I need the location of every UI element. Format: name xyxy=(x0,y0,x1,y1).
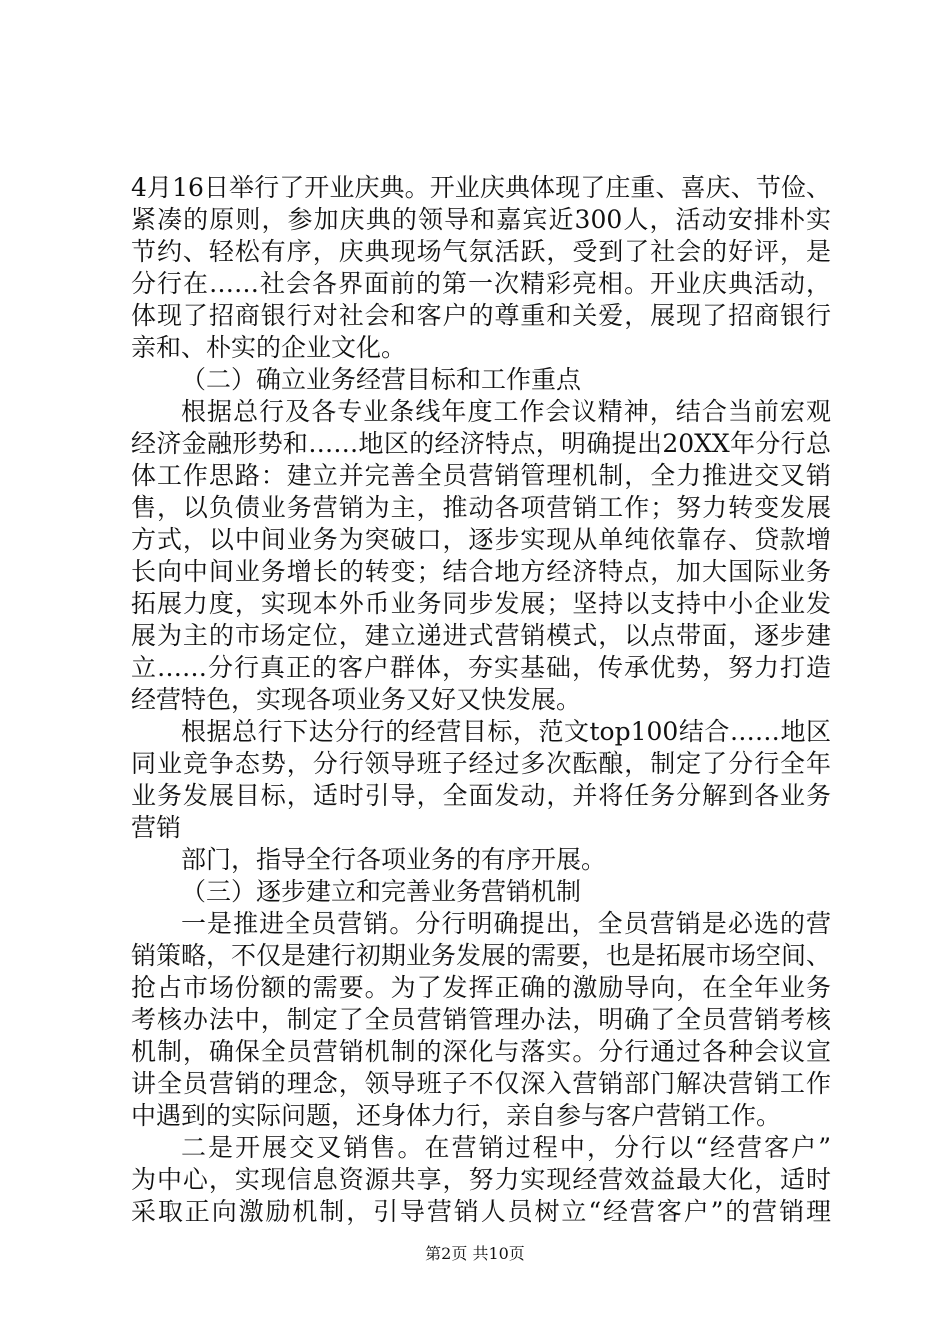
paragraph xyxy=(131,1132,831,1228)
text-line: 营销 xyxy=(131,813,182,842)
section-heading xyxy=(131,844,831,876)
text-line: 4月16日举行了开业庆典。开业庆典体现了庄重、喜庆、节俭、 xyxy=(131,173,831,202)
text-line: 节约、轻松有序，庆典现场气氛活跃，受到了社会的好评，是 xyxy=(131,237,831,266)
text-line: 体工作思路：建立并完善全员营销管理机制，全力推进交叉销 xyxy=(131,461,831,490)
page-number-label: 第2页 共10页 xyxy=(425,1244,525,1263)
text-line: 讲全员营销的理念，领导班子不仅深入营销部门解决营销工作 xyxy=(131,1069,831,1098)
text-line: 根据总行下达分行的经营目标，范文top100结合……地区 xyxy=(181,717,831,746)
text-line: 长向中间业务增长的转变；结合地方经济特点，加大国际业务 xyxy=(131,557,831,586)
section-heading xyxy=(131,876,831,908)
text-line: 根据总行及各专业条线年度工作会议精神，结合当前宏观 xyxy=(181,397,831,426)
text-line: （二）确立业务经营目标和工作重点 xyxy=(181,365,582,394)
text-line: 售，以负债业务营销为主，推动各项营销工作；努力转变发展 xyxy=(131,493,831,522)
text-line: 二是开展交叉销售。在营销过程中，分行以“经营客户” xyxy=(181,1133,831,1162)
paragraph xyxy=(131,396,831,716)
text-line: 方式，以中间业务为突破口，逐步实现从单纯依靠存、贷款增 xyxy=(131,525,831,554)
text-line: 中遇到的实际问题，还身体力行，亲自参与客户营销工作。 xyxy=(131,1101,782,1130)
text-line: 紧凑的原则，参加庆典的领导和嘉宾近300人，活动安排朴实 xyxy=(131,205,831,234)
text-line: 亲和、朴实的企业文化。 xyxy=(131,333,407,362)
text-line: 部门，指导全行各项业务的有序开展。 xyxy=(181,845,607,874)
text-line: 经营特色，实现各项业务又好又快发展。 xyxy=(131,685,582,714)
paragraph xyxy=(131,172,831,364)
text-line: 销策略，不仅是建行初期业务发展的需要，也是拓展市场空间、 xyxy=(131,941,831,970)
text-line: 立……分行真正的客户群体，夯实基础，传承优势，努力打造 xyxy=(131,653,831,682)
text-line: 分行在……社会各界面前的第一次精彩亮相。开业庆典活动， xyxy=(131,269,831,298)
text-line: 展为主的市场定位，建立递进式营销模式，以点带面，逐步建 xyxy=(131,621,831,650)
text-line: 机制，确保全员营销机制的深化与落实。分行通过各种会议宣 xyxy=(131,1037,831,1066)
text-line: 经济金融形势和……地区的经济特点，明确提出20XX年分行总 xyxy=(131,429,831,458)
text-line: 同业竞争态势，分行领导班子经过多次酝酿，制定了分行全年 xyxy=(131,749,831,778)
text-line: 体现了招商银行对社会和客户的尊重和关爱，展现了招商银行 xyxy=(131,301,831,330)
text-line: 业务发展目标，适时引导，全面发动，并将任务分解到各业务 xyxy=(131,781,831,810)
text-line: 为中心，实现信息资源共享，努力实现经营效益最大化，适时 xyxy=(131,1165,831,1194)
text-line: 采取正向激励机制，引导营销人员树立“经营客户”的营销理 xyxy=(131,1197,831,1226)
section-heading xyxy=(131,364,831,396)
text-line: （三）逐步建立和完善业务营销机制 xyxy=(181,877,582,906)
page-footer xyxy=(0,1244,950,1264)
text-line: 抢占市场份额的需要。为了发挥正确的激励导向，在全年业务 xyxy=(131,973,831,1002)
document-body xyxy=(131,172,831,1228)
paragraph xyxy=(131,716,831,844)
text-line: 拓展力度，实现本外币业务同步发展；坚持以支持中小企业发 xyxy=(131,589,831,618)
paragraph xyxy=(131,908,831,1132)
text-line: 一是推进全员营销。分行明确提出，全员营销是必选的营 xyxy=(181,909,831,938)
text-line: 考核办法中，制定了全员营销管理办法，明确了全员营销考核 xyxy=(131,1005,831,1034)
